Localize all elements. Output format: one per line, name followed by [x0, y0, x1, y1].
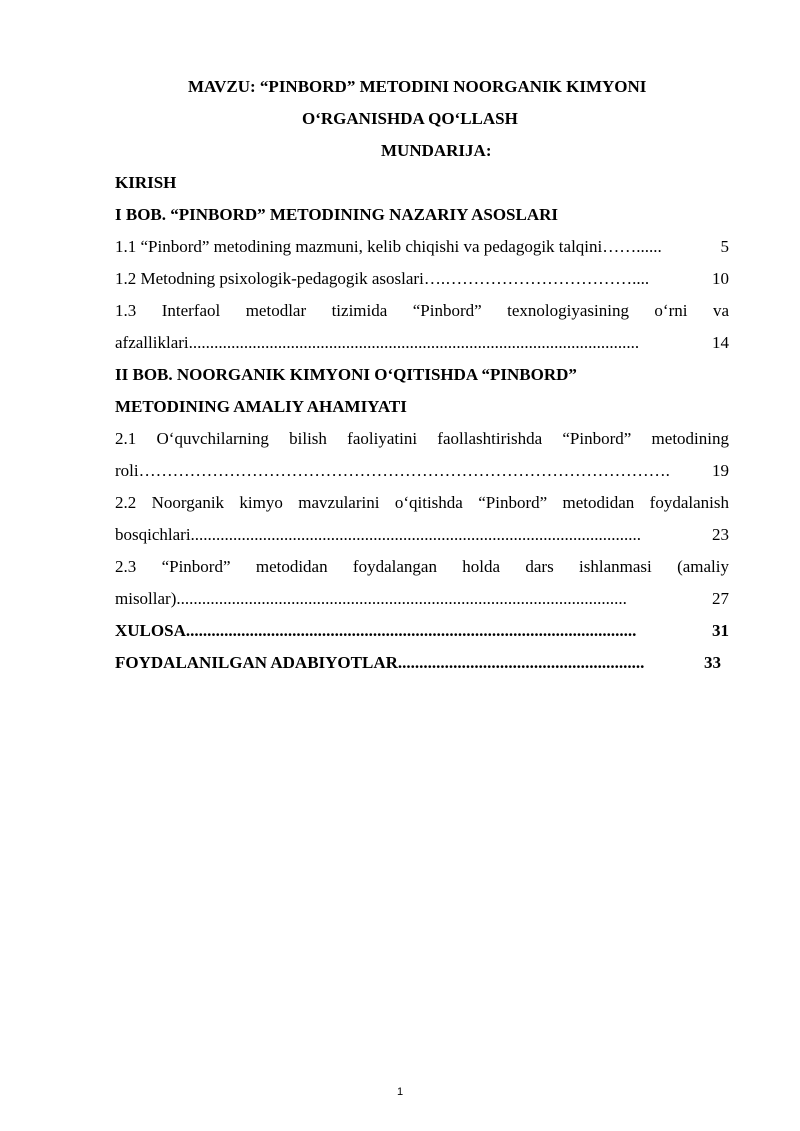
- toc-page-number: 33: [704, 653, 721, 672]
- toc-leader: ..........................................................: [397, 653, 645, 672]
- toc-page-number: 31: [712, 621, 729, 640]
- toc-intro: KIRISH: [115, 173, 177, 192]
- toc-entry-2-2-line-1: 2.2 Noorganik kimyo mavzularini o‘qitishda “Pinbord” metodidan foydalanish: [115, 493, 729, 512]
- toc-leader: ………………………………………………………………………………….: [138, 461, 670, 480]
- toc-page-number: 19: [712, 461, 729, 480]
- toc-entry-text: misollar): [115, 589, 177, 608]
- toc-chapter-2-line-2: METODINING AMALIY AHAMIYATI: [115, 397, 407, 416]
- toc-page-number: 23: [712, 525, 729, 544]
- toc-leader: ..........................................................................................................: [188, 333, 640, 352]
- toc-page-number: 14: [712, 333, 729, 352]
- toc-leader: ..........................................................................................................: [190, 525, 642, 544]
- toc-entry-2-1-line-1: 2.1 O‘quvchilarning bilish faoliyatini faollashtirishda “Pinbord” metodining: [115, 429, 729, 448]
- toc-leader: ..........................................................................................................: [185, 621, 637, 640]
- toc-entry-2-1: [115, 455, 729, 487]
- toc-leader: ……......: [602, 237, 662, 256]
- toc-conclusion: [115, 615, 729, 647]
- toc-page-number: 5: [720, 237, 729, 256]
- toc-leader: ..........................................................................................................: [176, 589, 627, 608]
- toc-entry-1-1: [115, 231, 729, 263]
- toc-entry-text: 1.1 “Pinbord” metodining mazmuni, kelib chiqishi va pedagogik talqini: [115, 237, 603, 256]
- toc-leader: ….……………………………....: [423, 269, 650, 288]
- toc-entry-2-2: [115, 519, 729, 551]
- table-of-contents: [115, 71, 729, 679]
- toc-entry-text: bosqichlari: [115, 525, 191, 544]
- toc-entry-1-3-line-1: 1.3 Interfaol metodlar tizimida “Pinbord” texnologiyasining o‘rni va: [115, 301, 729, 320]
- toc-page-number: 27: [712, 589, 729, 608]
- toc-entry-1-3: [115, 327, 729, 359]
- toc-entry-text: roli: [115, 461, 139, 480]
- document-title-line-1: MAVZU: “PINBORD” METODINI NOORGANIK KIMYONI: [188, 77, 647, 96]
- toc-entry-text: XULOSA: [115, 621, 186, 640]
- toc-entry-text: FOYDALANILGAN ADABIYOTLAR: [115, 653, 398, 672]
- toc-chapter-1: I BOB. “PINBORD” METODINING NAZARIY ASOSLARI: [115, 205, 559, 224]
- toc-entry-2-3-line-1: 2.3 “Pinbord” metodidan foydalangan holda dars ishlanmasi (amaliy: [115, 557, 729, 576]
- toc-entry-1-2: [115, 263, 729, 295]
- toc-chapter-2-line-1: II BOB. NOORGANIK KIMYONI O‘QITISHDA “PINBORD”: [115, 365, 577, 384]
- toc-entry-2-3: [115, 583, 729, 615]
- contents-heading: MUNDARIJA:: [381, 141, 492, 160]
- toc-references: [115, 647, 721, 679]
- page-number: 1: [396, 1086, 404, 1098]
- toc-page-number: 10: [712, 269, 729, 288]
- toc-entry-text: afzalliklari: [115, 333, 189, 352]
- toc-entry-text: 1.2 Metodning psixologik-pedagogik asoslari: [115, 269, 424, 288]
- document-title-line-2: O‘RGANISHDA QO‘LLASH: [302, 109, 518, 128]
